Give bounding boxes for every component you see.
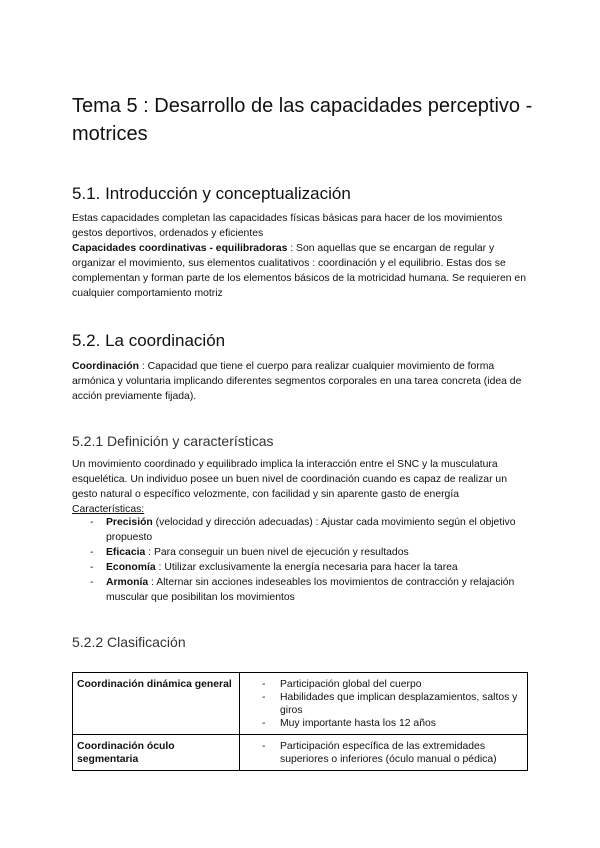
capacidades-term: Capacidades coordinativas - equilibradoras [72, 243, 288, 254]
list-item [244, 678, 523, 691]
list-dash: - [262, 692, 266, 703]
classification-table [72, 672, 528, 771]
feature-item-efficacy [72, 545, 530, 560]
table-cell-name: Coordinación óculo segmentaria [73, 735, 240, 771]
page-title: Tema 5 : Desarrollo de las capacidades perceptivo - motrices [72, 95, 533, 145]
definition-text: Un movimiento coordinado y equilibrado implica la interacción entre el SNC y la musculatura esquelética. Un individuo posee un buen nivel de coordinación cuando es capaz de realizar un gesto natural o específico velozmente, con facilidad y sin aparente gasto de energía [72, 459, 507, 500]
list-item-text: Muy importante hasta los 12 años [280, 718, 436, 729]
list-item-text: Participación global del cuerpo [280, 679, 422, 690]
intro-text: Estas capacidades completan las capacidades físicas básicas para hacer de los movimientos gestos deportivos, ordenados y eficientes [72, 213, 503, 239]
feature-term: Eficacia [106, 547, 146, 558]
feature-term: Economía [106, 562, 156, 573]
feature-text: : Alternar sin acciones indeseables los movimientos de contracción y relajación muscular que posibilitan los movimientos [106, 577, 515, 603]
feature-item-economy [72, 560, 530, 575]
list-dash: - [90, 517, 94, 528]
subsection-heading-definition: 5.2.1 Definición y características [72, 433, 274, 449]
list-dash: - [90, 577, 94, 588]
list-dash: - [90, 562, 94, 573]
coordination-definition: : Capacidad que tiene el cuerpo para realizar cualquier movimiento de forma armónica y voluntaria implicando diferentes segmentos corporales en una tarea concreta (idea de acción previamente fijada). [72, 361, 522, 402]
section-heading-coordination: 5.2. La coordinación [72, 331, 226, 350]
table-cell-name: Coordinación dinámica general [73, 673, 240, 735]
definition-paragraph [72, 457, 530, 517]
feature-item-precision [72, 515, 530, 545]
section-heading-intro: 5.1. Introducción y conceptualización [72, 184, 351, 203]
intro-paragraph [72, 211, 530, 301]
feature-text: (velocidad y dirección adecuadas) : Ajustar cada movimiento según el objetivo propuesto [106, 517, 516, 543]
list-item-text: Participación específica de las extremidades superiores o inferiores (óculo manual o pédica) [280, 741, 497, 765]
table-cell-items [240, 673, 528, 735]
feature-item-harmony [72, 575, 530, 605]
features-label: Características: [72, 504, 145, 515]
list-dash: - [90, 547, 94, 558]
list-dash: - [262, 718, 266, 729]
list-dash: - [262, 679, 266, 690]
capacidades-definition: : Son aquellas que se encargan de regular y organizar el movimiento, sus elementos cualitativos : coordinación y el equilibrio. Estas dos se complementan y forman parte de los elementos básicos de la motricidad humana. Se requieren en cualquier comportamiento motriz [72, 243, 526, 299]
feature-term: Precisión [106, 517, 153, 528]
table-row [73, 673, 528, 735]
coordination-paragraph [72, 359, 530, 404]
subsection-heading-classification: 5.2.2 Clasificación [72, 634, 186, 650]
features-list [72, 515, 530, 605]
feature-text: : Utilizar exclusivamente la energía necesaria para hacer la tarea [155, 562, 458, 573]
list-item [244, 740, 523, 766]
list-item-text: Habilidades que implican desplazamientos, saltos y giros [280, 692, 518, 716]
feature-text: : Para conseguir un buen nivel de ejecución y resultados [145, 547, 409, 558]
list-dash: - [262, 741, 266, 752]
list-item [244, 717, 523, 730]
coordination-term: Coordinación [72, 361, 139, 372]
table-row [73, 735, 528, 771]
feature-term: Armonía [106, 577, 149, 588]
table-cell-items [240, 735, 528, 771]
list-item [244, 691, 523, 717]
